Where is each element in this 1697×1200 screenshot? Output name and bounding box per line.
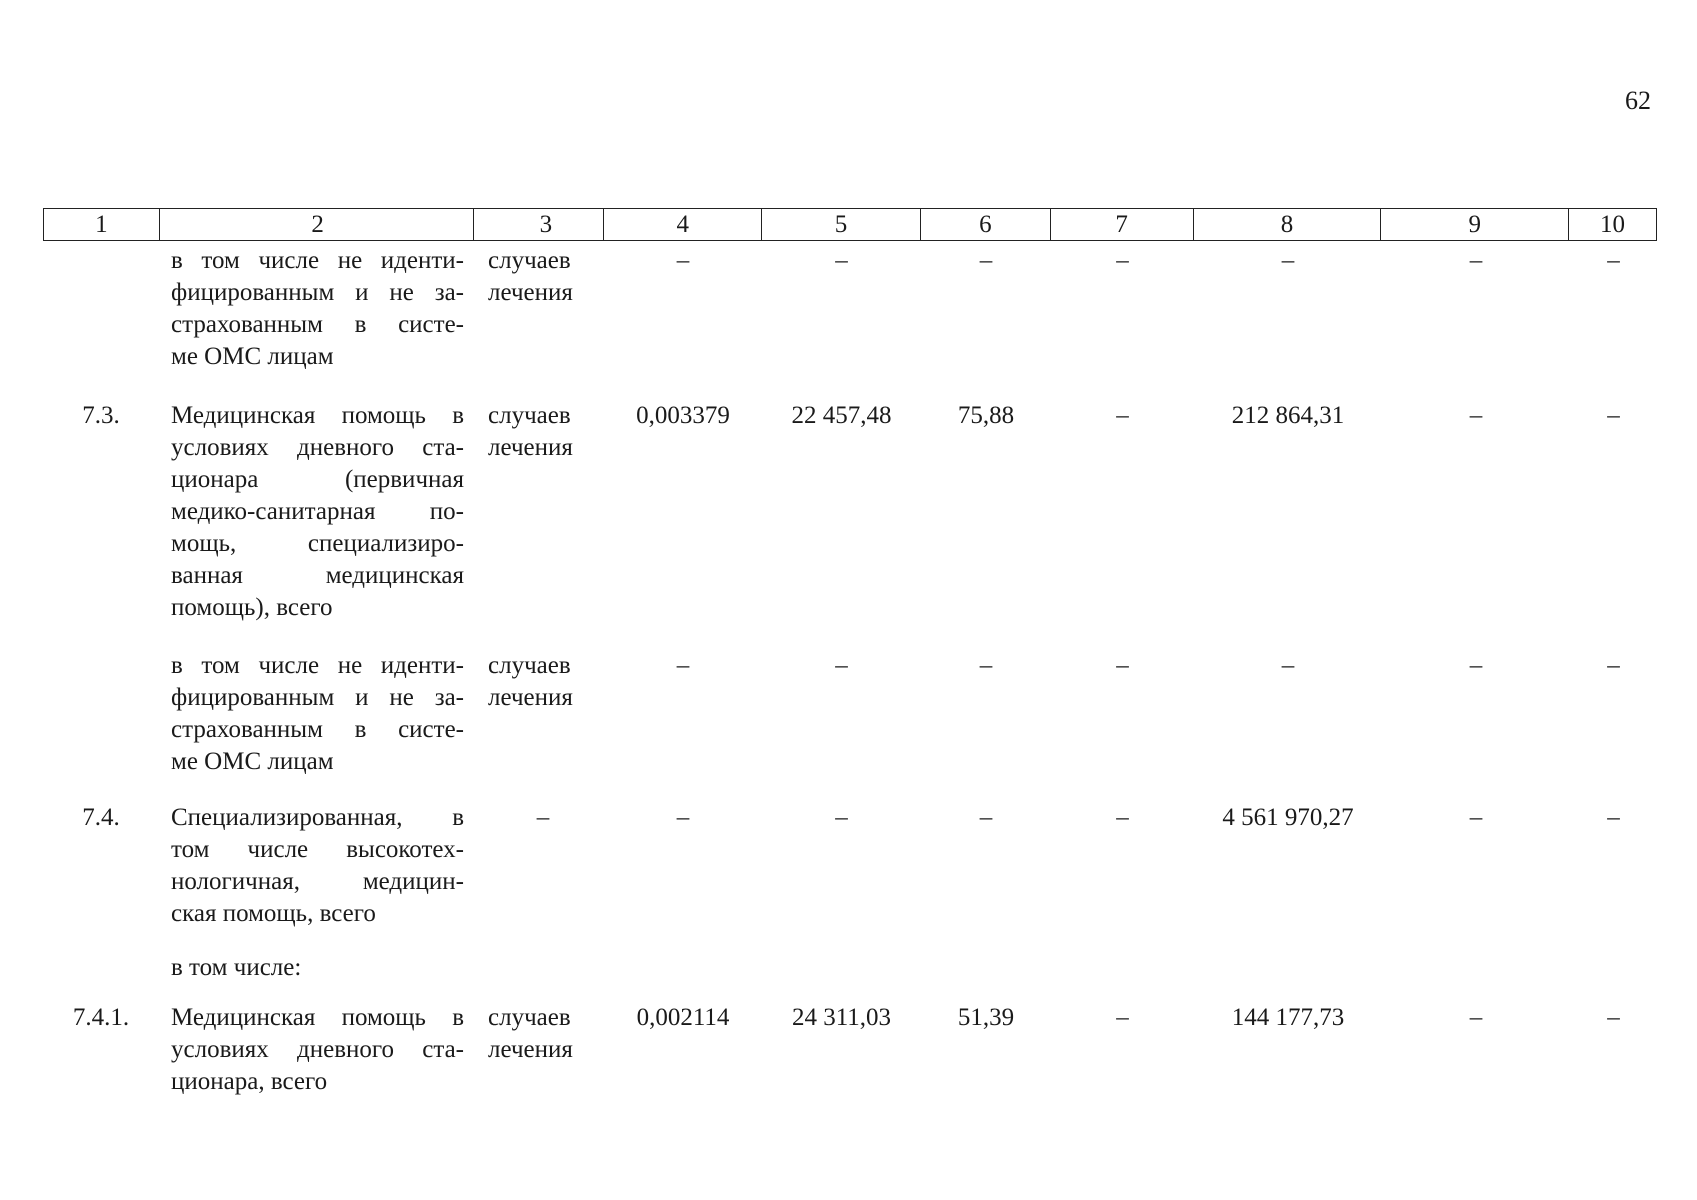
cell-c5: – [835,247,848,274]
header-col-6: 6 [921,209,1051,240]
header-col-4: 4 [604,209,762,240]
description-line: ме ОМС лицам [171,343,334,370]
cell-c5: – [835,804,848,831]
cell-c9: – [1469,247,1483,274]
description-line: в том числе не иденти- [171,652,464,679]
row-description [159,802,474,930]
cell-c9: – [1469,1004,1483,1031]
cell-c4: 0,002114 [636,1004,730,1031]
cell-c9: – [1469,804,1483,831]
table-row [43,245,1657,400]
cell-c7: – [1116,247,1129,274]
cell-c4: 0,003379 [636,402,730,429]
cell-c4: – [676,247,690,274]
row-unit [474,245,604,309]
description-line: в том числе: [171,954,302,981]
cell-c10: – [1607,402,1620,429]
cell-c5: 22 457,48 [791,402,892,429]
header-col-2: 2 [160,209,475,240]
cell-c6: 75,88 [957,402,1015,429]
description-line: нологичная, медицин- [171,868,464,895]
cell-c6: – [979,652,993,679]
description-line: ская помощь, всего [171,900,376,927]
cell-c9: – [1469,652,1483,679]
unit-line: случаев [488,402,571,429]
description-line: ционара (первичная [171,466,464,493]
unit-line: – [536,804,550,831]
cell-c10: – [1607,652,1620,679]
cell-c7: – [1116,402,1129,429]
row-description [159,1002,474,1098]
cell-c10: – [1607,804,1620,831]
cell-c5: – [835,652,848,679]
table-row [43,650,1657,802]
cell-c8: 144 177,73 [1231,1004,1345,1031]
header-col-9: 9 [1381,209,1569,240]
description-line: Медицинская помощь в [171,1004,464,1031]
unit-line: лечения [488,1036,573,1063]
description-line: мощь, специализиро- [171,530,464,557]
table-body [43,245,1657,1102]
row-description [159,245,474,373]
cell-c4: – [676,652,690,679]
cell-c6: – [979,804,993,831]
description-line: условиях дневного ста- [171,434,464,461]
table-header [43,208,1657,241]
unit-line: случаев [488,1004,571,1031]
description-line: том числе высокотех- [171,836,464,863]
row-description [159,650,474,778]
description-line: ционара, всего [171,1068,328,1095]
description-line: ванная медицинская [171,562,464,589]
row-unit [474,1002,604,1066]
table-row [43,400,1657,650]
row-description [159,952,474,984]
description-line: в том числе не иденти- [171,247,464,274]
unit-line: лечения [488,434,573,461]
header-col-8: 8 [1194,209,1382,240]
row-description [159,400,474,624]
description-line: страхованным в систе- [171,716,464,743]
page-number: 62 [1625,86,1651,115]
description-line: фицированным и не за- [171,684,464,711]
cell-c7: – [1116,652,1129,679]
unit-line: лечения [488,684,573,711]
unit-line: лечения [488,279,573,306]
description-line: помощь), всего [171,594,333,621]
row-unit [474,650,604,714]
header-col-7: 7 [1051,209,1194,240]
description-line: страхованным в систе- [171,311,464,338]
table-row [43,1002,1657,1102]
cell-c8: 4 561 970,27 [1222,804,1354,831]
cell-c7: – [1116,1004,1129,1031]
cell-c10: – [1607,1004,1620,1031]
cell-c6: – [979,247,993,274]
description-line: Медицинская помощь в [171,402,464,429]
cell-c6: 51,39 [957,1004,1015,1031]
table-row [43,952,1657,1002]
header-col-1: 1 [44,209,160,240]
description-line: фицированным и не за- [171,279,464,306]
cell-c8: – [1281,652,1295,679]
header-col-10: 10 [1600,211,1626,238]
cell-c5: 24 311,03 [791,1004,892,1031]
cell-c4: – [676,804,690,831]
row-unit [474,400,604,464]
header-col-3: 3 [474,209,604,240]
row-number: 7.3. [82,402,120,429]
header-col-5: 5 [762,209,921,240]
table-row [43,802,1657,952]
unit-line: случаев [488,247,571,274]
description-line: ме ОМС лицам [171,748,334,775]
row-number: 7.4. [82,804,120,831]
row-number: 7.4.1. [72,1004,130,1031]
cell-c8: – [1281,247,1295,274]
description-line: Специализированная, в [171,804,464,831]
description-line: условиях дневного ста- [171,1036,464,1063]
cell-c10: – [1607,247,1620,274]
cell-c9: – [1469,402,1483,429]
cell-c8: 212 864,31 [1231,402,1345,429]
row-unit [474,802,604,834]
description-line: медико-санитарная по- [171,498,464,525]
cell-c7: – [1116,804,1129,831]
unit-line: случаев [488,652,571,679]
